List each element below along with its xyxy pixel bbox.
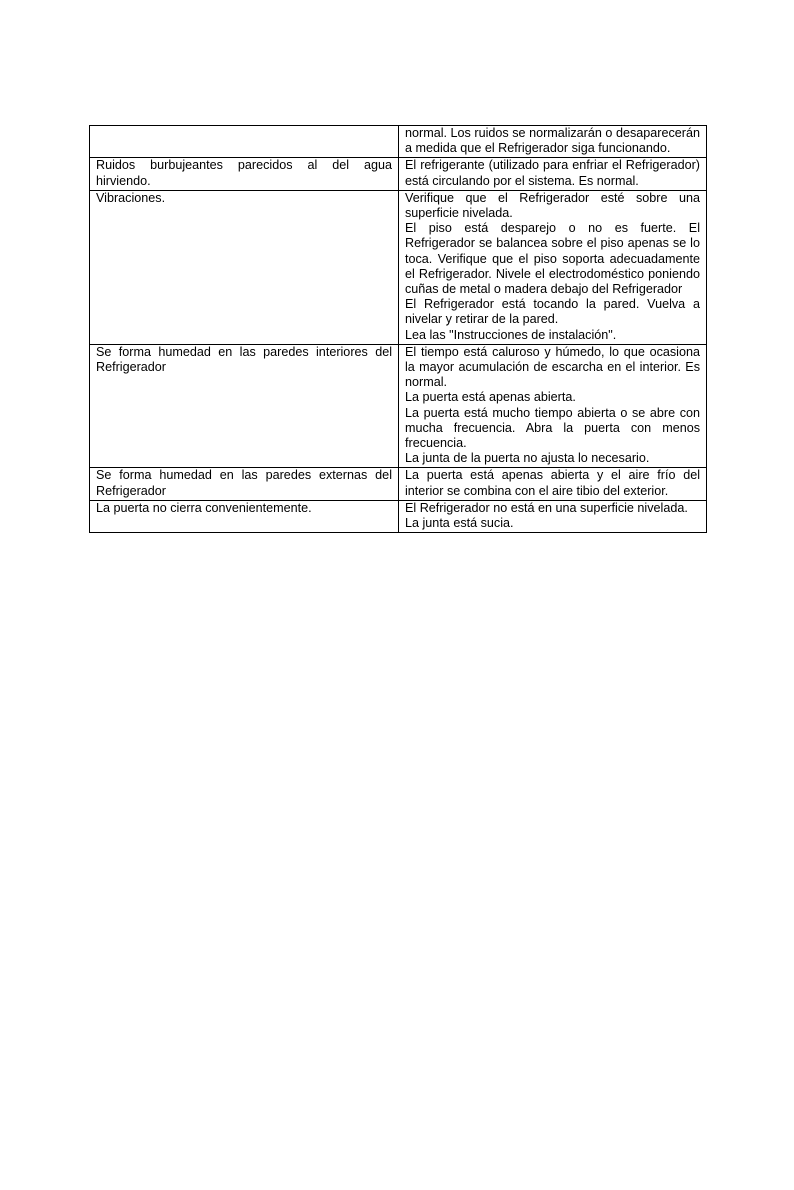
solution-cell <box>399 126 707 158</box>
solution-text: normal. Los ruidos se normalizarán o desaparecerán a medida que el Refrigerador siga funcionando. <box>405 126 700 156</box>
solution-text: La puerta está mucho tiempo abierta o se abre con mucha frecuencia. Abra la puerta con menos frecuencia. <box>405 405 700 451</box>
solution-text: El Refrigerador está tocando la pared. Vuelva a nivelar y retirar de la pared. <box>405 297 700 327</box>
problem-text: Ruidos burbujeantes parecidos al del agua hirviendo. <box>96 158 392 188</box>
problem-text: La puerta no cierra convenientemente. <box>96 500 312 515</box>
solution-cell <box>399 344 707 468</box>
table-row <box>90 468 707 500</box>
solution-cell <box>399 500 707 532</box>
solution-text: La puerta está apenas abierta. <box>405 390 576 405</box>
table-row <box>90 126 707 158</box>
solution-text: La junta está sucia. <box>405 516 514 531</box>
problem-cell <box>90 500 399 532</box>
problem-text: Vibraciones. <box>96 190 166 205</box>
problem-cell <box>90 344 399 468</box>
problem-text: Se forma humedad en las paredes externas del Refrigerador <box>96 468 392 498</box>
solution-cell <box>399 190 707 344</box>
problem-cell <box>90 158 399 190</box>
problem-cell <box>90 468 399 500</box>
table-row <box>90 190 707 344</box>
solution-text: La junta de la puerta no ajusta lo necesario. <box>405 451 650 466</box>
solution-text: Verifique que el Refrigerador esté sobre una superficie nivelada. <box>405 190 700 221</box>
solution-text: El Refrigerador no está en una superficie nivelada. <box>405 500 688 515</box>
problem-cell <box>90 126 399 158</box>
troubleshooting-table <box>89 125 707 533</box>
solution-text: La puerta está apenas abierta y el aire frío del interior se combina con el aire tibio del exterior. <box>405 468 700 498</box>
solution-text: El refrigerante (utilizado para enfriar el Refrigerador) está circulando por el sistema. Es normal. <box>405 158 700 188</box>
solution-cell <box>399 468 707 500</box>
solution-cell <box>399 158 707 190</box>
problem-cell <box>90 190 399 344</box>
table-row <box>90 500 707 532</box>
solution-text: El piso está desparejo o no es fuerte. El Refrigerador se balancea sobre el piso apenas se lo toca. Verifique que el piso soporta adecuadamente el Refrigerador. Nivele el electrodoméstico poniendo cuñas de metal o madera debajo del Refrigerador <box>405 221 700 297</box>
problem-text: Se forma humedad en las paredes interiores del Refrigerador <box>96 344 392 375</box>
table-row <box>90 344 707 468</box>
table-row <box>90 158 707 190</box>
solution-text: El tiempo está caluroso y húmedo, lo que ocasiona la mayor acumulación de escarcha en el interior. Es normal. <box>405 344 700 390</box>
solution-text: Lea las "Instrucciones de instalación". <box>405 327 617 342</box>
